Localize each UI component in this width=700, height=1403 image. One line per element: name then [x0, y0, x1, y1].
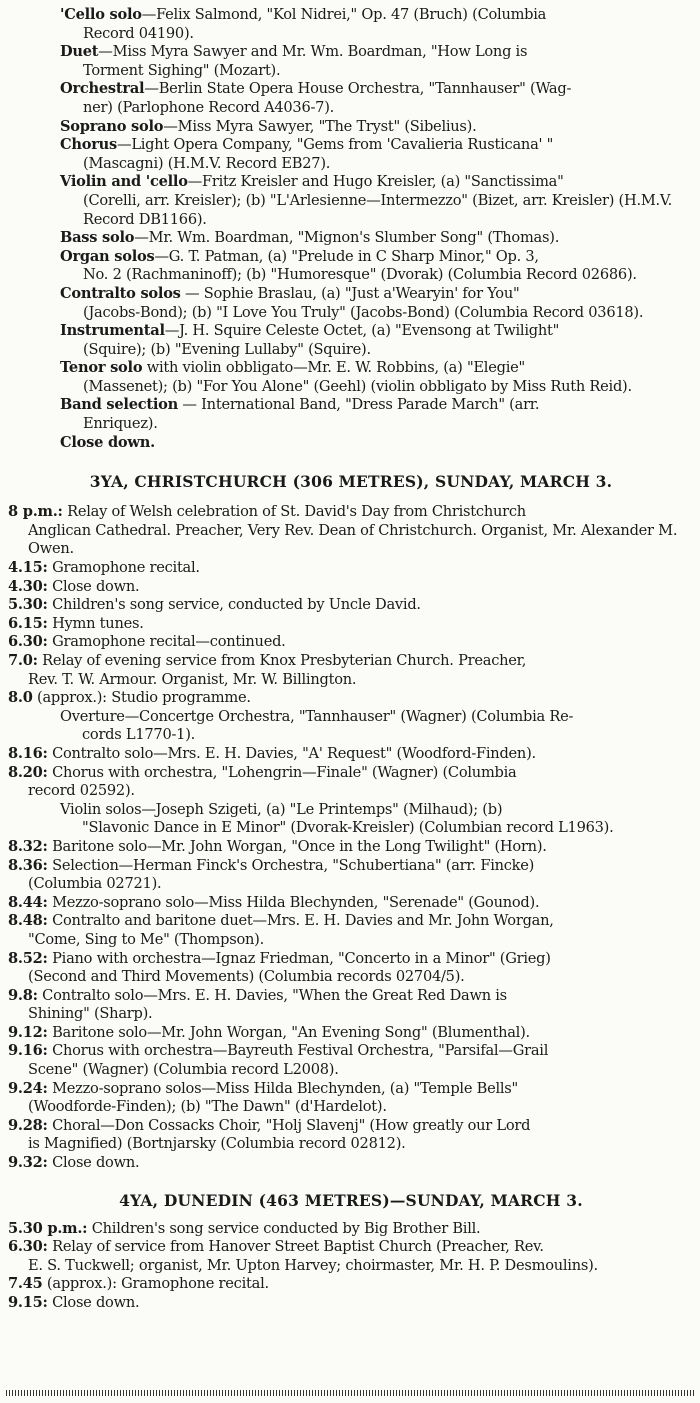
- schedule-item: [8, 1117, 694, 1154]
- schedule-text: Mezzo-soprano solos—Miss Hilda Blechynden, (a) "Temple Bells": [47, 1079, 518, 1097]
- program-item-text: —Light Opera Company, "Gems from 'Cavalieria Rusticana' ": [116, 136, 554, 154]
- schedule-continuation: is Magnified) (Bortnjarsky (Columbia record 02812).: [28, 1135, 406, 1153]
- schedule-item: [8, 838, 694, 857]
- schedule-item: [8, 857, 694, 894]
- program-item: [8, 173, 694, 229]
- schedule-item: [8, 615, 694, 634]
- program-item-text: —Mr. Wm. Boardman, "Mignon's Slumber Song" (Thomas).: [134, 229, 560, 247]
- schedule-text: Chorus with orchestra—Bayreuth Festival Orchestra, "Parsifal—Grail: [47, 1042, 549, 1060]
- schedule-text: Gramophone recital—continued.: [47, 633, 286, 651]
- schedule-continuation: cords L1770-1).: [82, 726, 196, 744]
- program-item-text: —J. H. Squire Celeste Octet, (a) "Evensong at Twilight": [164, 322, 560, 340]
- schedule-time: 9.28:: [8, 1116, 48, 1134]
- schedule-time: 7.0:: [8, 652, 38, 669]
- program-item-label: Organ solos: [60, 247, 155, 265]
- program-item: [8, 396, 694, 433]
- program-item: [8, 322, 694, 359]
- schedule-item: [8, 894, 694, 913]
- program-item-continuation: (Squire); (b) "Evening Lullaby" (Squire).: [83, 340, 371, 358]
- schedule-time: 4.15:: [8, 559, 48, 577]
- schedule-text: Close down.: [47, 577, 140, 595]
- schedule-continuation: E. S. Tuckwell; organist, Mr. Upton Harvey; choirmaster, Mr. H. P. Desmoulins).: [28, 1256, 598, 1274]
- schedule-time: 8.0: [8, 689, 33, 707]
- schedule-text: Children's song service, conducted by Uncle David.: [47, 596, 421, 614]
- schedule-item: [8, 1042, 694, 1079]
- schedule-continuation: record 02592).: [28, 782, 135, 800]
- schedule-label: Overture: [60, 707, 125, 725]
- program-item: [8, 229, 694, 248]
- schedule-text: Gramophone recital.: [47, 559, 200, 577]
- program-item-text: —Fritz Kreisler and Hugo Kreisler, (a) "Sanctissima": [187, 173, 564, 191]
- program-item: [8, 118, 694, 137]
- program-item-label: Close down.: [60, 433, 155, 451]
- schedule-item: [8, 912, 694, 949]
- program-item-continuation: ner) (Parlophone Record A4036-7).: [83, 98, 335, 116]
- program-item: [8, 43, 694, 80]
- schedule-text: Piano with orchestra—Ignaz Friedman, "Concerto in a Minor" (Grieg): [47, 949, 551, 967]
- schedule-time: 8.32:: [8, 837, 48, 855]
- program-item-label: Violin and 'cello: [60, 173, 188, 191]
- station-heading-4ya: 4YA, DUNEDIN (463 METRES)—SUNDAY, MARCH 3.: [119, 1190, 583, 1210]
- schedule-text: —Concertge Orchestra, "Tannhauser" (Wagner) (Columbia Re-: [124, 707, 574, 725]
- schedule-item: [8, 1024, 694, 1043]
- program-item-text: — Sophie Braslau, (a) "Just a'Wearyin' for You": [180, 284, 520, 302]
- schedule-text: Hymn tunes.: [47, 614, 144, 632]
- program-item-text: with violin obbligato—Mr. E. W. Robbins, (a) "Elegie": [142, 359, 525, 377]
- program-item: [8, 136, 694, 173]
- schedule-continuation: "Slavonic Dance in E Minor" (Dvorak-Kreisler) (Columbian record L1963).: [82, 819, 614, 837]
- schedule-time: 8.16:: [8, 744, 48, 762]
- schedule-text: (approx.): Studio programme.: [32, 689, 251, 707]
- schedule-item: [8, 689, 694, 708]
- program-item-label: Instrumental: [60, 322, 165, 340]
- schedule-time: 6.15:: [8, 614, 48, 632]
- program-item-continuation: No. 2 (Rachmaninoff); (b) "Humoresque" (Dvorak) (Columbia Record 02686).: [83, 266, 637, 284]
- schedule-text: Contralto solo—Mrs. E. H. Davies, "When the Great Red Dawn is: [37, 986, 507, 1004]
- program-item-continuation: (Corelli, arr. Kreisler); (b) "L'Arlesienne—Intermezzo" (Bizet, arr. Kreisler) (H.M.V. Record DB1166).: [83, 191, 673, 228]
- program-item: [8, 248, 694, 285]
- schedule-item: [8, 633, 694, 652]
- schedule-text: Chorus with orchestra, "Lohengrin—Finale" (Wagner) (Columbia: [47, 763, 517, 781]
- schedule-continuation: (Woodforde-Finden); (b) "The Dawn" (d'Hardelot).: [28, 1098, 387, 1116]
- schedule-continuation: (Columbia 02721).: [28, 875, 162, 893]
- schedule-item: [8, 1220, 694, 1239]
- program-item-continuation: Record 04190).: [83, 24, 194, 42]
- schedule-continuation: Rev. T. W. Armour. Organist, Mr. W. Billington.: [28, 670, 357, 688]
- program-item-text: —G. T. Patman, (a) "Prelude in C Sharp Minor," Op. 3,: [154, 247, 539, 265]
- schedule-item: [8, 987, 694, 1024]
- program-item-text: —Miss Myra Sawyer and Mr. Wm. Boardman, "How Long is: [98, 43, 528, 61]
- schedule-text: —Joseph Szigeti, (a) "Le Printemps" (Milhaud); (b): [141, 800, 503, 818]
- program-item: [8, 359, 694, 396]
- schedule-text: Mezzo-soprano solo—Miss Hilda Blechynden, "Serenade" (Gounod).: [47, 893, 540, 911]
- schedule-time: 8.36:: [8, 856, 48, 874]
- schedule-text: (approx.): Gramophone recital.: [42, 1275, 269, 1293]
- program-item: [8, 6, 694, 43]
- schedule-time: 9.32:: [8, 1154, 48, 1172]
- schedule-text: Contralto and baritone duet—Mrs. E. H. Davies and Mr. John Worgan,: [47, 912, 554, 930]
- schedule-continuation: Shining" (Sharp).: [28, 1005, 153, 1023]
- program-item-continuation: Torment Sighing" (Mozart).: [83, 61, 281, 79]
- schedule-time: 7.45: [8, 1275, 43, 1293]
- program-item-label: Tenor solo: [60, 359, 143, 377]
- schedule-item: [8, 596, 694, 615]
- program-list-2ya-continued: [8, 6, 694, 452]
- program-item: [8, 285, 694, 322]
- schedule-continuation: Anglican Cathedral. Preacher, Very Rev. Dean of Christchurch. Organist, Mr. Alexander M. Owen.: [28, 521, 678, 558]
- program-item-label: Orchestral: [60, 80, 145, 98]
- schedule-text: Baritone solo—Mr. John Worgan, "Once in the Long Twilight" (Horn).: [47, 837, 547, 855]
- schedule-text: Close down.: [47, 1294, 140, 1311]
- program-item-label: Band selection: [60, 396, 179, 414]
- schedule-item: [8, 950, 694, 987]
- program-item-label: Duet: [60, 43, 99, 61]
- schedule-time: 8.52:: [8, 949, 48, 967]
- program-item-text: —Miss Myra Sawyer, "The Tryst" (Sibelius).: [163, 117, 477, 135]
- schedule-item: [8, 578, 694, 597]
- program-item-label: Chorus: [60, 136, 117, 154]
- schedule-item: [8, 764, 694, 801]
- schedule-subitem: [8, 801, 694, 838]
- schedule-item: [8, 1275, 694, 1294]
- program-item-text: —Felix Salmond, "Kol Nidrei," Op. 47 (Bruch) (Columbia: [141, 6, 547, 23]
- schedule-label: Violin solos: [60, 800, 142, 818]
- schedule-item: [8, 652, 694, 689]
- schedule-text: Relay of service from Hanover Street Baptist Church (Preacher, Rev.: [47, 1238, 544, 1256]
- program-item-label: Bass solo: [60, 229, 135, 247]
- schedule-text: Close down.: [47, 1154, 140, 1172]
- program-item-label: Contralto solos: [60, 284, 181, 302]
- schedule-item: [8, 559, 694, 578]
- schedule-time: 8.44:: [8, 893, 48, 911]
- schedule-item: [8, 503, 694, 559]
- program-item-text: —Berlin State Opera House Orchestra, "Tannhauser" (Wag-: [144, 80, 572, 98]
- schedule-time: 8.20:: [8, 763, 48, 781]
- program-item-label: Soprano solo: [60, 117, 164, 135]
- program-item-continuation: Enriquez).: [83, 415, 158, 433]
- schedule-time: 9.24:: [8, 1079, 48, 1097]
- schedule-time: 8.48:: [8, 912, 48, 930]
- program-list-3ya: [8, 503, 694, 1172]
- schedule-subitem: [8, 708, 694, 745]
- schedule-time: 9.12:: [8, 1023, 48, 1041]
- schedule-item: [8, 1080, 694, 1117]
- schedule-text: Baritone solo—Mr. John Worgan, "An Evening Song" (Blumenthal).: [47, 1023, 530, 1041]
- schedule-text: Choral—Don Cossacks Choir, "Holj Slavenj" (How greatly our Lord: [47, 1116, 531, 1134]
- schedule-item: [8, 1238, 694, 1275]
- schedule-text: Children's song service conducted by Big Brother Bill.: [87, 1219, 481, 1237]
- schedule-time: 4.30:: [8, 577, 48, 595]
- schedule-item: [8, 1294, 694, 1313]
- schedule-time: 6.30:: [8, 1238, 48, 1256]
- program-item-continuation: (Mascagni) (H.M.V. Record EB27).: [83, 154, 331, 172]
- bottom-rule: [6, 1390, 694, 1396]
- schedule-item: [8, 745, 694, 764]
- schedule-text: Relay of evening service from Knox Presbyterian Church. Preacher,: [37, 652, 527, 669]
- schedule-text: Contralto solo—Mrs. E. H. Davies, "A' Request" (Woodford-Finden).: [47, 744, 536, 762]
- schedule-time: 9.8:: [8, 986, 38, 1004]
- station-heading-3ya: 3YA, CHRISTCHURCH (306 METRES), SUNDAY, MARCH 3.: [89, 472, 613, 492]
- schedule-time: 5.30:: [8, 596, 48, 614]
- schedule-time: 8 p.m.:: [8, 503, 63, 521]
- schedule-text: Selection—Herman Finck's Orchestra, "Schubertiana" (arr. Fincke): [47, 856, 535, 874]
- schedule-item: [8, 1154, 694, 1173]
- schedule-continuation: Scene" (Wagner) (Columbia record L2008).: [28, 1061, 339, 1079]
- program-item: [8, 434, 694, 453]
- program-item-continuation: (Jacobs-Bond); (b) "I Love You Truly" (Jacobs-Bond) (Columbia Record 03618).: [83, 303, 644, 321]
- schedule-continuation: "Come, Sing to Me" (Thompson).: [28, 930, 264, 948]
- program-item-text: — International Band, "Dress Parade March" (arr.: [178, 396, 540, 414]
- schedule-text: Relay of Welsh celebration of St. David's Day from Christchurch: [62, 503, 526, 521]
- schedule-time: 6.30:: [8, 633, 48, 651]
- program-item: [8, 80, 694, 117]
- program-list-4ya: [8, 1220, 694, 1313]
- schedule-time: 9.16:: [8, 1042, 48, 1060]
- program-item-continuation: (Massenet); (b) "For You Alone" (Geehl) (violin obbligato by Miss Ruth Reid).: [83, 377, 632, 395]
- schedule-continuation: (Second and Third Movements) (Columbia records 02704/5).: [28, 968, 465, 986]
- program-item-label: 'Cello solo: [60, 6, 142, 23]
- schedule-time: 9.15:: [8, 1294, 48, 1311]
- schedule-time: 5.30 p.m.:: [8, 1219, 88, 1237]
